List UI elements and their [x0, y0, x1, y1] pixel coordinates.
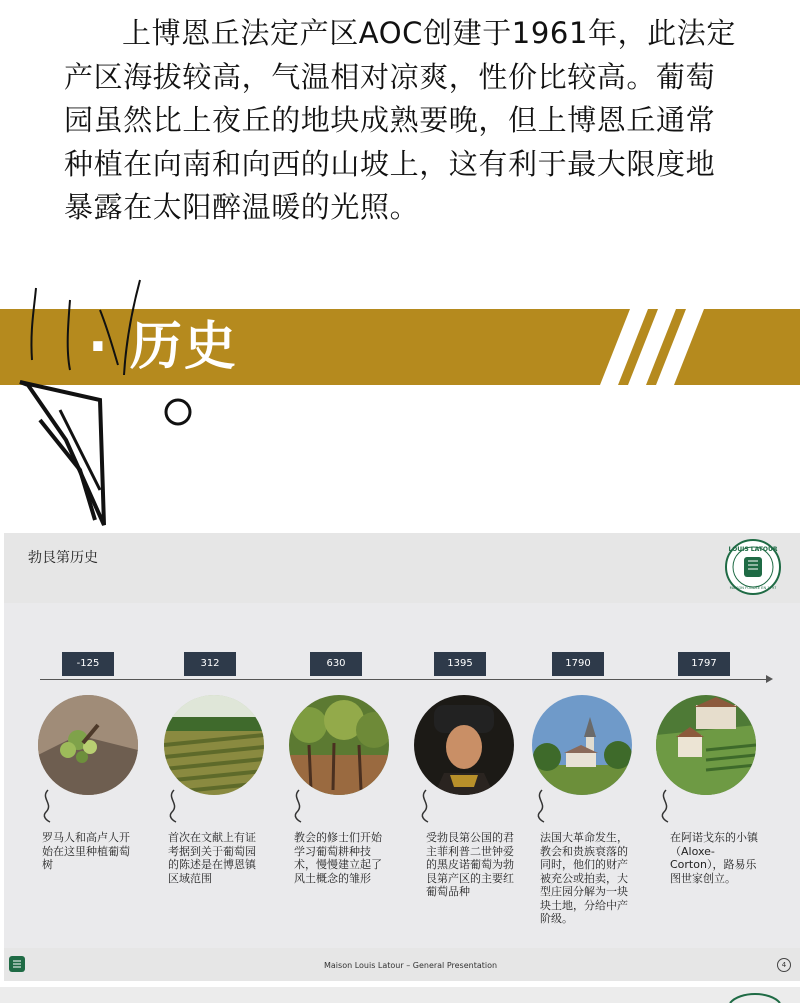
- monks-vineyard-photo: [289, 695, 389, 795]
- timeline-year: 1797: [678, 652, 730, 676]
- chateau-corton-photo: [656, 695, 756, 795]
- section-title-text: 历史: [129, 317, 238, 377]
- svg-text:LOUIS LATOUR: LOUIS LATOUR: [728, 546, 778, 553]
- slide-body: [4, 603, 800, 948]
- timeline-squiggle-icon: [656, 788, 676, 824]
- timeline-squiggle-icon: [164, 788, 184, 824]
- page-number: 4: [777, 958, 791, 972]
- timeline-year: 1395: [434, 652, 486, 676]
- doodle-decoration: [0, 270, 200, 540]
- next-slide-logo-fragment: [0, 987, 800, 1003]
- timeline-caption: 法国大革命发生，教会和贵族衰落的同时，他们的财产被充公或拍卖，大型庄园分解为一块块土地，分给中产阶级。: [540, 831, 628, 925]
- footer-logo-icon: [8, 955, 26, 973]
- timeline-year: 630: [310, 652, 362, 676]
- section-bullet: ·: [88, 317, 110, 377]
- timeline-caption: 罗马人和高卢人开始在这里种植葡萄树: [42, 831, 130, 871]
- timeline-caption: 首次在文献上有证考据到关于葡萄园的陈述是在博恩镇区域范围: [168, 831, 256, 885]
- timeline-caption: 受勃艮第公国的君主菲利普二世钟爱的黑皮诺葡萄为勃艮第产区的主要红葡萄品种: [426, 831, 514, 898]
- timeline-caption: 教会的修士们开始学习葡萄耕种技术，慢慢建立起了风土概念的雏形: [294, 831, 382, 885]
- timeline-squiggle-icon: [416, 788, 436, 824]
- footer-text: Maison Louis Latour – General Presentation: [324, 961, 498, 970]
- vine-sprout-photo: [38, 695, 138, 795]
- slide-title: 勃艮第历史: [28, 550, 98, 566]
- vineyard-rows-photo: [164, 695, 264, 795]
- timeline-arrow-icon: [766, 675, 773, 683]
- next-slide-edge: [0, 987, 800, 1003]
- timeline-year: 312: [184, 652, 236, 676]
- intro-paragraph: 上博恩丘法定产区AOC创建于1961年，此法定产区海拔较高，气温相对凉爽，性价比较高。葡萄园虽然比上夜丘的地块成熟要晚，但上博恩丘通常种植在向南和向西的山坡上，这有利于最大限度地暴露在太阳醉温暖的光照。: [64, 16, 737, 224]
- slide-header: [4, 533, 800, 603]
- timeline-caption: 在阿诺戈东的小镇（Aloxe-Corton），路易乐图世家创立。: [670, 831, 758, 885]
- louis-latour-logo: [720, 539, 786, 595]
- slide-footer: [4, 948, 800, 981]
- timeline-squiggle-icon: [289, 788, 309, 824]
- portrait-philip-photo: [414, 695, 514, 795]
- timeline-year: 1790: [552, 652, 604, 676]
- timeline-squiggle-icon: [532, 788, 552, 824]
- timeline-year: -125: [62, 652, 114, 676]
- svg-text:MAISON FONDÉE EN 1797: MAISON FONDÉE EN 1797: [729, 586, 777, 590]
- timeline-squiggle-icon: [38, 788, 58, 824]
- village-church-photo: [532, 695, 632, 795]
- history-slide: [4, 533, 800, 981]
- timeline-axis: [40, 679, 768, 680]
